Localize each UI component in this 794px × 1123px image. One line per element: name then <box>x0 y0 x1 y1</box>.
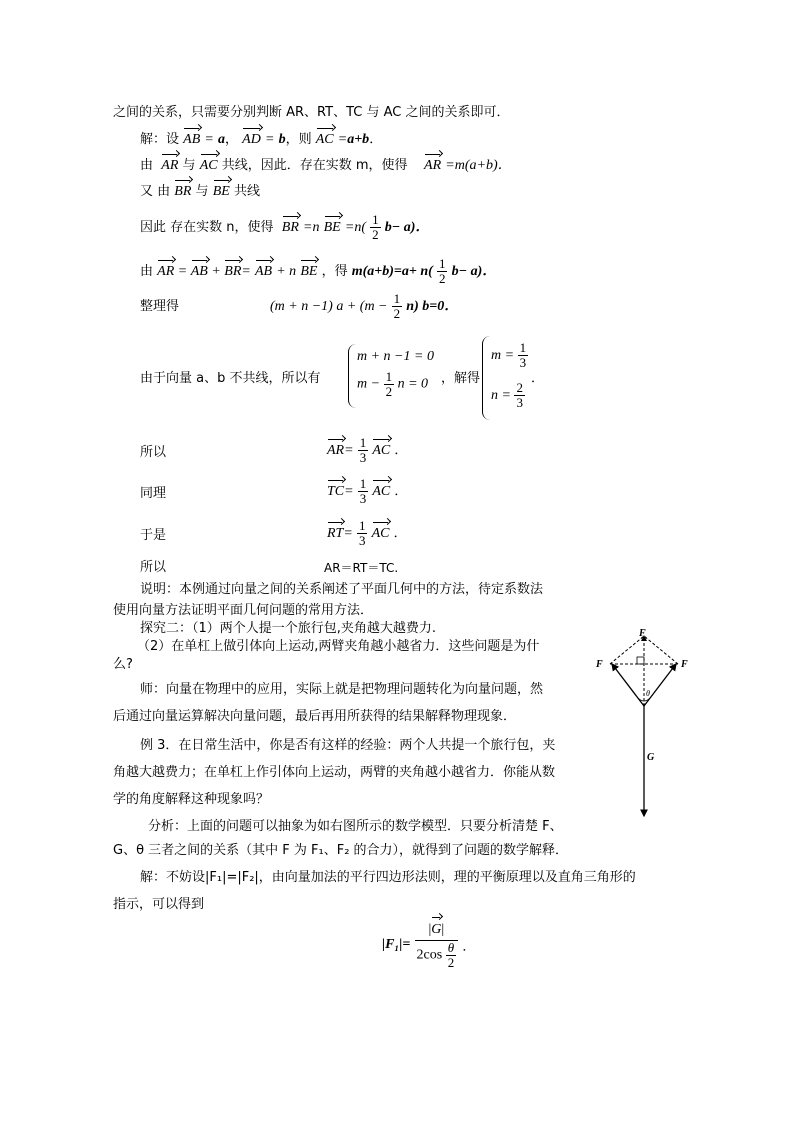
expr-equation: m(a+b)=a+ n( <box>351 264 433 279</box>
explore-line-2: （2）在单杠上做引体向上运动,两臂夹角越小越省力．这些问题是为什 <box>137 639 540 654</box>
collinear-ar-ac-line <box>140 157 512 175</box>
solution-system <box>482 336 528 420</box>
text-yu-2: 与 <box>195 184 209 199</box>
simplified-equation <box>270 292 458 321</box>
note-line-1: 说明：本例通过向量之间的关系阐述了平面几何中的方法，待定系数法 <box>140 582 544 597</box>
label-f-right: F <box>681 659 688 670</box>
text-gongxian: 共线，因此．存在实数 m，使得 <box>221 158 408 173</box>
equation-system <box>348 344 434 408</box>
system-row-1: m + n −1 = 0 <box>357 349 434 364</box>
vector-ar-3: AR <box>157 264 175 279</box>
example3-line-1: 例 3．在日常生活中，你是否有这样的经验：两个人共提一个旅行包，夹 <box>140 738 556 753</box>
explore-line-3: 么? <box>113 657 133 672</box>
var-a: a <box>218 132 225 147</box>
fraction-third-2: $\frac{1}{3}$ <box>359 476 367 506</box>
result-tc: TC= $\frac{1}{3}$ AC ． <box>327 476 408 506</box>
vector-ac-5: AC <box>371 526 390 541</box>
text-suoyi-2: 所以 <box>140 560 167 575</box>
text-tongli: 同理 <box>140 486 167 501</box>
period: ． <box>531 371 545 386</box>
expr-plus-n: + n <box>276 264 297 279</box>
text-you-3: 由 <box>140 264 154 279</box>
solution2-line-1: 解：不妨设|F₁|=|F₂|，由向量加法的平行四边形法则，理的平衡原理以及直角三角形的 <box>140 870 636 885</box>
vector-g: G <box>431 920 441 940</box>
vector-ar-2: AR <box>424 158 442 173</box>
vector-tc: TC <box>327 484 345 499</box>
text-line-relation: 之间的关系，只需要分别判断 AR、RT、TC 与 AC 之间的关系即可． <box>113 105 510 120</box>
fraction-half: $\frac{1}{2}$ <box>372 212 379 242</box>
text-de: ，得 <box>321 264 348 279</box>
solution-m: m = $\frac{1}{3}$ <box>491 340 527 371</box>
exists-n-line <box>140 213 429 242</box>
dashed-edge-left <box>610 636 644 664</box>
label-f-left: F <box>596 659 603 670</box>
text-ze: ，则 <box>285 132 312 147</box>
collinear-br-be-line <box>140 183 260 201</box>
text-yushi: 于是 <box>140 528 167 543</box>
text-you-2: 又 由 <box>140 184 171 199</box>
teacher-line-1: 师：向量在物理中的应用，实际上就是把物理问题转化为向量问题，然 <box>140 682 544 697</box>
vector-rt: RT <box>327 526 344 541</box>
analysis-line-2: G、θ 三者之间的关系（其中 F 为 F₁、F₂ 的合力），就得到了问题的数学解释． <box>113 843 569 858</box>
expr-n: =n <box>303 220 320 235</box>
text-yinci: 因此 存在实数 n，使得 <box>140 220 274 235</box>
fraction-half-3: $\frac{1}{2}$ <box>393 291 401 321</box>
force-diagram <box>592 626 692 822</box>
fraction-third-3: $\frac{1}{3}$ <box>358 518 366 548</box>
expr-n-paren: =n( <box>344 220 366 235</box>
period-final: ． <box>462 939 476 955</box>
vector-ac-2: AC <box>199 158 218 173</box>
vector-ad: AD <box>242 132 261 147</box>
text-suoyi-1: 所以 <box>140 445 167 460</box>
explore-line-1: 探究二：（1）两个人提一个旅行包,夹角越大越费力. <box>140 621 437 636</box>
note-line-2: 使用向量方法证明平面几何问题的常用方法． <box>113 603 374 618</box>
expr-abs-f1: |F₁|= <box>382 937 411 952</box>
fraction-g-over-cos: |G| 2cos $\frac{\theta}{2}$ <box>415 920 459 970</box>
expr-simplified-2: n) b=0． <box>406 299 459 314</box>
vector-ac: AC <box>315 132 334 147</box>
conclusion-equal: AR＝RT＝TC. <box>324 561 399 575</box>
text-jiede: ，解得 <box>441 371 481 386</box>
expr-b-minus-a: b− a)． <box>384 220 430 235</box>
result-rt: RT= $\frac{1}{3}$ AC ． <box>327 518 407 548</box>
expr-a-plus-b: a+b <box>347 132 370 147</box>
text-you: 由 <box>140 158 154 173</box>
comma: ， <box>225 132 239 147</box>
force-f2-arrow <box>644 664 676 706</box>
vector-ac-4: AC <box>372 484 391 499</box>
final-formula <box>382 920 475 970</box>
label-f-top: F <box>639 628 646 639</box>
vector-be: BE <box>212 184 230 199</box>
dashed-edge-right <box>644 636 678 664</box>
vector-ar: AR <box>161 158 179 173</box>
simplify-label: 整理得 <box>140 299 180 314</box>
solution-n: n = $\frac{2}{3}$ <box>491 380 523 411</box>
vector-ab: AB <box>183 132 201 147</box>
fraction-half-2: $\frac{1}{2}$ <box>438 256 446 286</box>
vector-br: BR <box>174 184 192 199</box>
vector-br-2: BR <box>281 220 299 235</box>
text-jie: 解：设 <box>140 132 180 147</box>
text-gongxian-2: 共线 <box>233 184 260 199</box>
vector-ab-3: AB <box>254 264 273 279</box>
vector-br-3: BR <box>224 264 242 279</box>
vector-sum-line: 由 AR = AB + BR= AB + n BE ，得 m(a+b)=a+ n( $\frac{1}{2}$ b− a)． <box>140 256 497 286</box>
fraction-third: $\frac{1}{3}$ <box>359 435 367 465</box>
analysis-line-1: 分析：上面的问题可以抽象为如右图所示的数学模型．只要分析清楚 F、 <box>148 819 563 834</box>
text-yu: 与 <box>182 158 196 173</box>
non-collinear-line: 由于向量 a、b 不共线，所以有 <box>140 371 321 386</box>
var-b: b <box>278 132 286 147</box>
right-angle-mark <box>637 657 644 664</box>
system-row-2: m − $\frac{1}{2}$ n = 0 <box>357 369 429 399</box>
example3-line-3: 学的角度解释这种现象吗？ <box>113 792 270 807</box>
expr-simplified-1: (m + n −1) a + (m − <box>270 299 388 314</box>
vector-ar-4: AR <box>327 443 345 458</box>
teacher-line-2: 后通过向量运算解决向量问题，最后再用所获得的结果解释物理现象． <box>113 709 517 724</box>
result-ar: AR= $\frac{1}{3}$ AC ． <box>327 435 408 465</box>
label-theta: θ <box>646 689 650 698</box>
vector-be-2: BE <box>323 220 341 235</box>
solution-setup-line: 解：设 AB = a， AD = b，则 AC =a+b． <box>140 132 383 147</box>
vector-ab-2: AB <box>190 264 208 279</box>
vector-be-3: BE <box>300 264 318 279</box>
solution2-line-2: 指示，可以得到 <box>113 897 205 912</box>
example3-line-2: 角越大越费力；在单杠上作引体向上运动，两臂的夹角越小越省力．你能从数 <box>113 765 556 780</box>
expr-m-ab: =m(a+b)． <box>445 158 512 173</box>
force-f1-arrow <box>612 664 644 706</box>
expr-b-minus-a-2: b− a)． <box>451 264 497 279</box>
vector-ac-3: AC <box>372 443 391 458</box>
label-g: G <box>647 752 655 763</box>
